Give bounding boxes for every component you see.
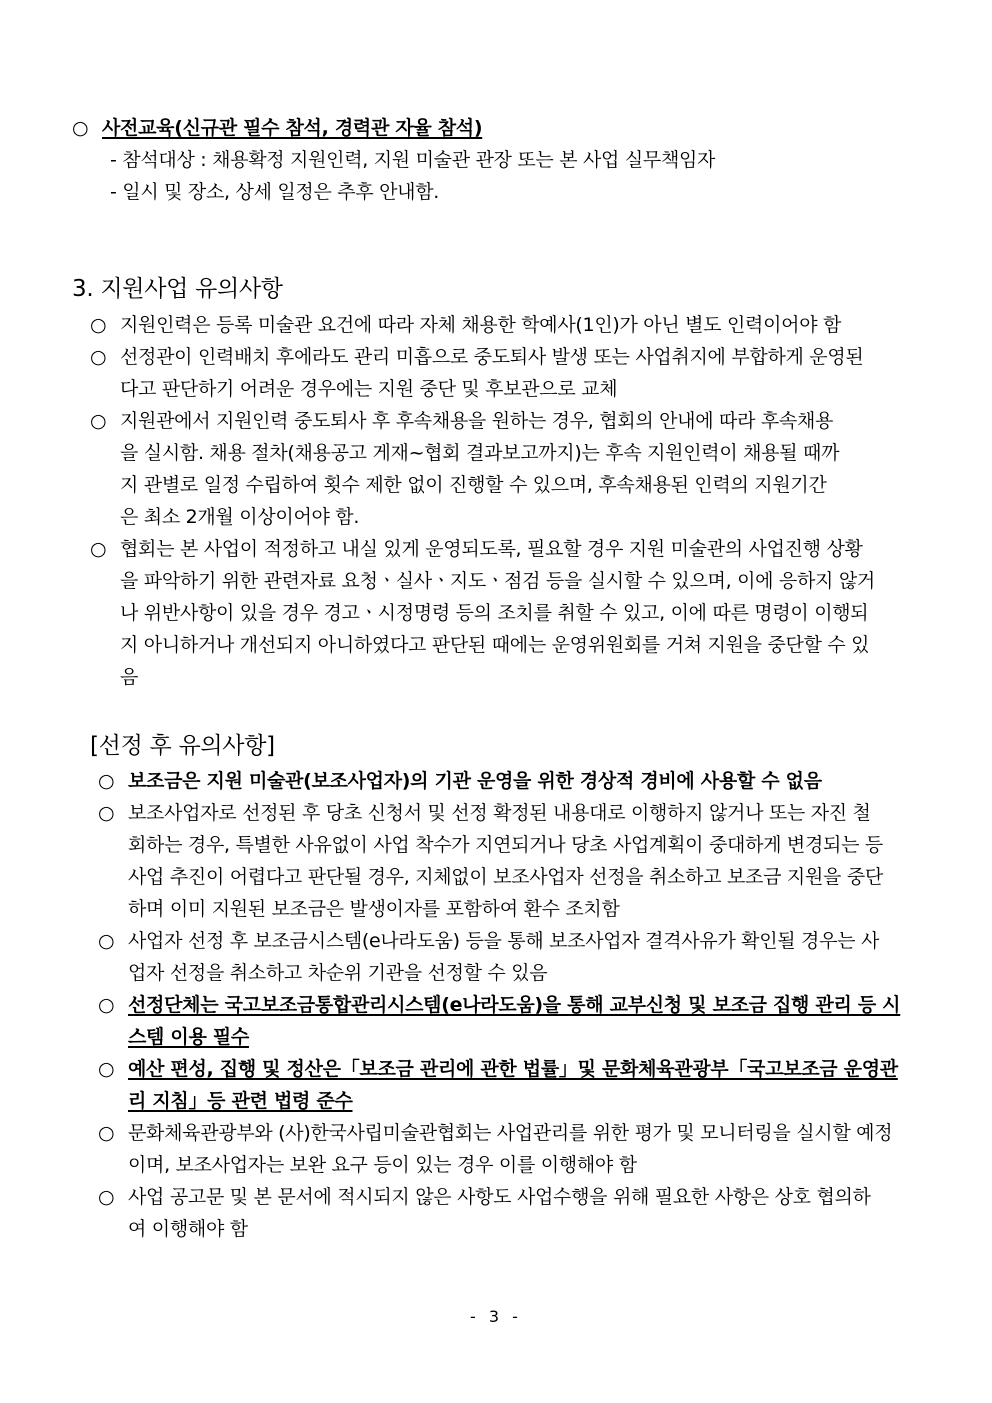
circle-bullet-icon: ○ — [90, 346, 107, 368]
post-selection-item-5-line: 예산 편성, 집행 및 정산은「보조금 관리에 관한 법률」및 문화체육관광부「국고보조금 운영관 — [128, 1058, 898, 1080]
post-selection-item-7-line: 사업 공고문 및 본 문서에 적시되지 않은 사항도 사업수행을 위해 필요한 사항은 상호 협의하 — [128, 1186, 871, 1208]
post-selection-item-3-line: 업자 선정을 취소하고 차순위 기관을 선정할 수 있음 — [128, 962, 548, 984]
section-3-item-4-line: 나 위반사항이 있을 경우 경고ㆍ시정명령 등의 조치를 취할 수 있고, 이에 따른 명령이 이행되 — [120, 602, 869, 624]
circle-bullet-icon: ○ — [98, 1058, 115, 1080]
section-3-item-4-line: 협회는 본 사업이 적정하고 내실 있게 운영되도록, 필요할 경우 지원 미술관의 사업진행 상황 — [120, 538, 863, 560]
circle-bullet-icon: ○ — [98, 770, 115, 792]
post-selection-item-6-line: 이며, 보조사업자는 보완 요구 등이 있는 경우 이를 이행해야 함 — [128, 1154, 637, 1176]
post-selection-item-3-line: 사업자 선정 후 보조금시스템(e나라도움) 등을 통해 보조사업자 결격사유가 확인될 경우는 사 — [128, 930, 880, 952]
post-selection-item-4-line: 선정단체는 국고보조금통합관리시스템(e나라도움)을 통해 교부신청 및 보조금 집행 관리 등 시 — [128, 994, 901, 1016]
pre-education-item-schedule: - 일시 및 장소, 상세 일정은 추후 안내함. — [110, 181, 440, 203]
section-3-item-1-line: 지원인력은 등록 미술관 요건에 따라 자체 채용한 학예사(1인)가 아닌 별도 인력이어야 함 — [120, 314, 842, 336]
circle-bullet-icon: ○ — [72, 117, 89, 139]
section-3-item-3-line: 은 최소 2개월 이상이어야 함. — [120, 506, 360, 528]
post-selection-item-6-line: 문화체육관광부와 (사)한국사립미술관협회는 사업관리를 위한 평가 및 모니터링을 실시할 예정 — [128, 1122, 893, 1144]
section-3-item-2-line: 선정관이 인력배치 후에라도 관리 미흡으로 중도퇴사 발생 또는 사업취지에 부합하게 운영된 — [120, 346, 864, 368]
post-selection-item-2-line: 사업 추진이 어렵다고 판단될 경우, 지체없이 보조사업자 선정을 취소하고 보조금 지원을 중단 — [128, 866, 883, 888]
section-3-item-3-line: 을 실시함. 채용 절차(채용공고 게재~협회 결과보고까지)는 후속 지원인력이 채용될 때까 — [120, 442, 840, 464]
section-3-item-2-line: 다고 판단하기 어려운 경우에는 지원 중단 및 후보관으로 교체 — [120, 378, 618, 400]
section-3-item-3-line: 지 관별로 일정 수립하여 횟수 제한 없이 진행할 수 있으며, 후속채용된 인력의 지원기간 — [120, 474, 827, 496]
post-selection-item-2-line: 회하는 경우, 특별한 사유없이 사업 착수가 지연되거나 당초 사업계획이 중대하게 변경되는 등 — [128, 834, 883, 856]
pre-education-item-attendees: - 참석대상 : 채용확정 지원인력, 지원 미술관 관장 또는 본 사업 실무책임자 — [110, 149, 716, 171]
circle-bullet-icon: ○ — [98, 802, 115, 824]
section-3-item-4-line: 을 파악하기 위한 관련자료 요청ㆍ실사ㆍ지도ㆍ점검 등을 실시할 수 있으며, 이에 응하지 않거 — [120, 570, 875, 592]
section-3-item-4-line: 지 아니하거나 개선되지 아니하였다고 판단된 때에는 운영위원회를 거쳐 지원을 중단할 수 있 — [120, 634, 870, 656]
post-selection-item-2-line: 보조사업자로 선정된 후 당초 신청서 및 선정 확정된 내용대로 이행하지 않거나 또는 자진 철 — [128, 802, 871, 824]
post-selection-item-7-line: 여 이행해야 함 — [128, 1218, 248, 1240]
circle-bullet-icon: ○ — [90, 410, 107, 432]
page-number: - 3 - — [470, 1307, 522, 1326]
circle-bullet-icon: ○ — [90, 314, 107, 336]
circle-bullet-icon: ○ — [98, 1122, 115, 1144]
post-selection-title: [선정 후 유의사항] — [90, 733, 275, 759]
post-selection-item-2-line: 하며 이미 지원된 보조금은 발생이자를 포함하여 환수 조치함 — [128, 898, 620, 920]
post-selection-item-1-line: 보조금은 지원 미술관(보조사업자)의 기관 운영을 위한 경상적 경비에 사용할 수 없음 — [128, 770, 822, 792]
section-3-title: 3. 지원사업 유의사항 — [72, 276, 283, 302]
circle-bullet-icon: ○ — [98, 930, 115, 952]
pre-education-title: 사전교육(신규관 필수 참석, 경력관 자율 참석) — [102, 117, 483, 139]
post-selection-item-4-line: 스템 이용 필수 — [128, 1026, 249, 1048]
circle-bullet-icon: ○ — [90, 538, 107, 560]
circle-bullet-icon: ○ — [98, 1186, 115, 1208]
section-3-item-3-line: 지원관에서 지원인력 중도퇴사 후 후속채용을 원하는 경우, 협회의 안내에 따라 후속채용 — [120, 410, 834, 432]
section-3-item-4-line: 음 — [120, 666, 139, 688]
post-selection-item-5-line: 리 지침」등 관련 법령 준수 — [128, 1090, 353, 1112]
circle-bullet-icon: ○ — [98, 994, 115, 1016]
